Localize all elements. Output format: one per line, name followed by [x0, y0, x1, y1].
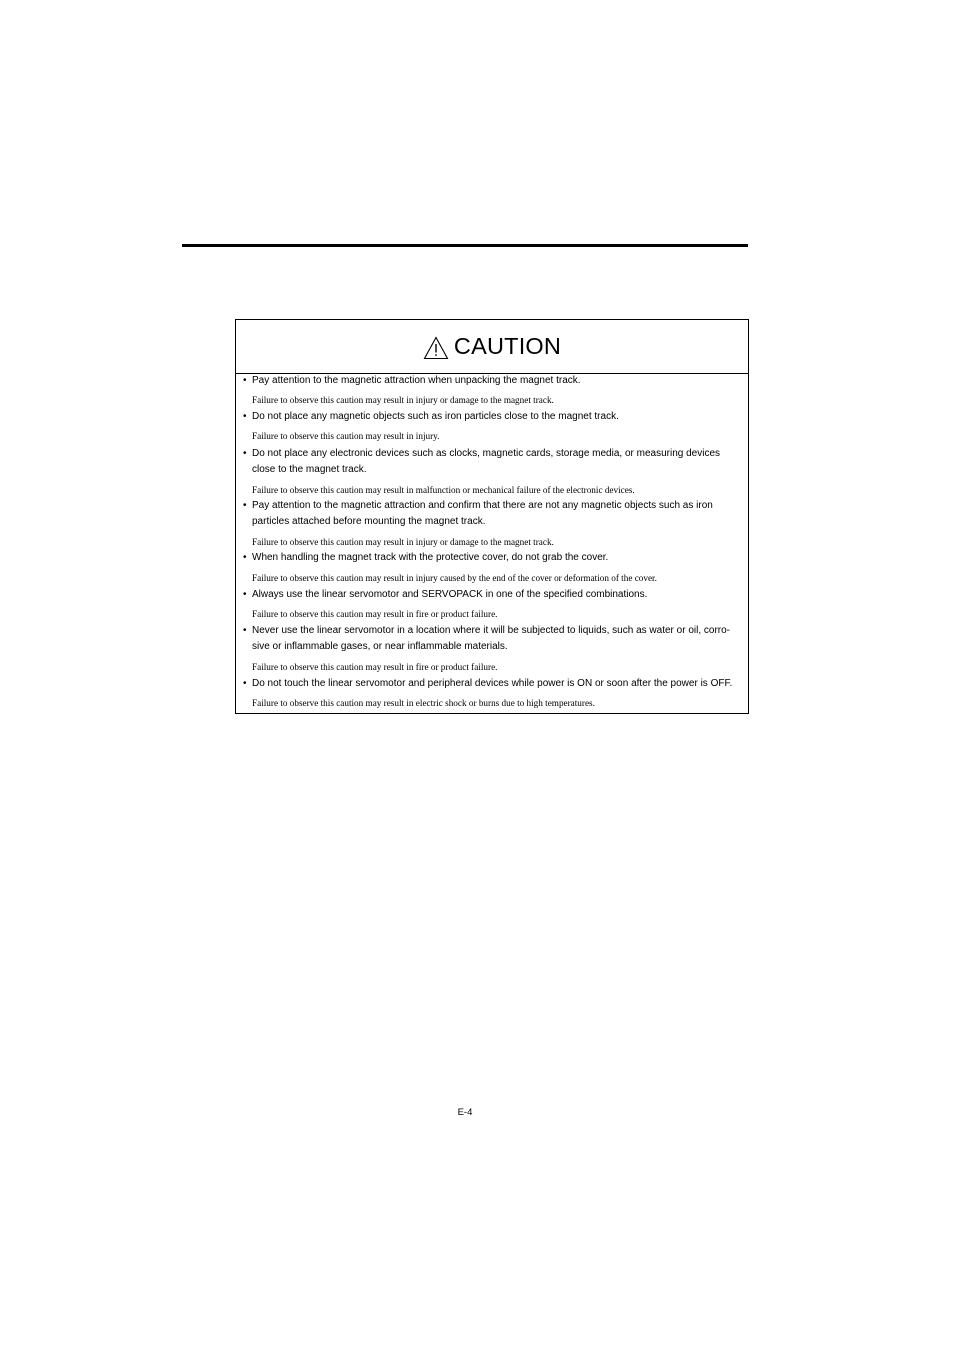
caution-instruction: Do not touch the linear servomotor and peripheral devices while power is ON or soon after the power is OFF.: [252, 678, 733, 689]
caution-consequence: Failure to observe this caution may result in electric shock or burns due to high temperatures.: [252, 698, 595, 708]
caution-consequence: Failure to observe this caution may result in injury or damage to the magnet track.: [252, 395, 554, 405]
bullet: •: [243, 625, 247, 636]
caution-box: [235, 319, 749, 714]
caution-consequence: Failure to observe this caution may result in injury caused by the end of the cover or deformation of the cover.: [252, 573, 657, 583]
bullet: •: [243, 589, 247, 600]
caution-consequence: Failure to observe this caution may result in malfunction or mechanical failure of the electronic devices.: [252, 485, 635, 495]
caution-instruction: Do not place any magnetic objects such as iron particles close to the magnet track.: [252, 411, 619, 422]
caution-instruction: Pay attention to the magnetic attraction and confirm that there are not any magnetic objects such as iron particles attached before mounting the magnet track.: [252, 500, 713, 527]
caution-instruction: Pay attention to the magnetic attraction when unpacking the magnet track.: [252, 375, 581, 386]
bullet: •: [243, 448, 247, 459]
bullet: •: [243, 375, 247, 386]
top-rule: [182, 244, 748, 247]
caution-instruction: Do not place any electronic devices such as clocks, magnetic cards, storage media, or measuring devices close to the magnet track.: [252, 448, 721, 475]
warning-triangle-icon: [423, 336, 449, 360]
bullet: •: [243, 500, 247, 511]
bullet: •: [243, 678, 247, 689]
caution-consequence: Failure to observe this caution may result in fire or product failure.: [252, 662, 498, 672]
caution-instruction: When handling the magnet track with the protective cover, do not grab the cover.: [252, 552, 609, 563]
caution-consequence: Failure to observe this caution may result in injury.: [252, 431, 440, 441]
caution-consequence: Failure to observe this caution may result in injury or damage to the magnet track.: [252, 537, 554, 547]
page-number: E-4: [457, 1107, 473, 1118]
caution-consequence: Failure to observe this caution may result in fire or product failure.: [252, 609, 498, 619]
caution-instruction: Always use the linear servomotor and SERVOPACK in one of the specified combinations.: [252, 589, 648, 600]
bullet: •: [243, 552, 247, 563]
caution-header: [236, 320, 748, 374]
bullet: •: [243, 411, 247, 422]
caution-title: CAUTION: [453, 333, 562, 359]
caution-instruction: Never use the linear servomotor in a location where it will be subjected to liquids, such as water or oil, corro-sive or inflammable gases, or near inflammable materials.: [252, 625, 730, 652]
